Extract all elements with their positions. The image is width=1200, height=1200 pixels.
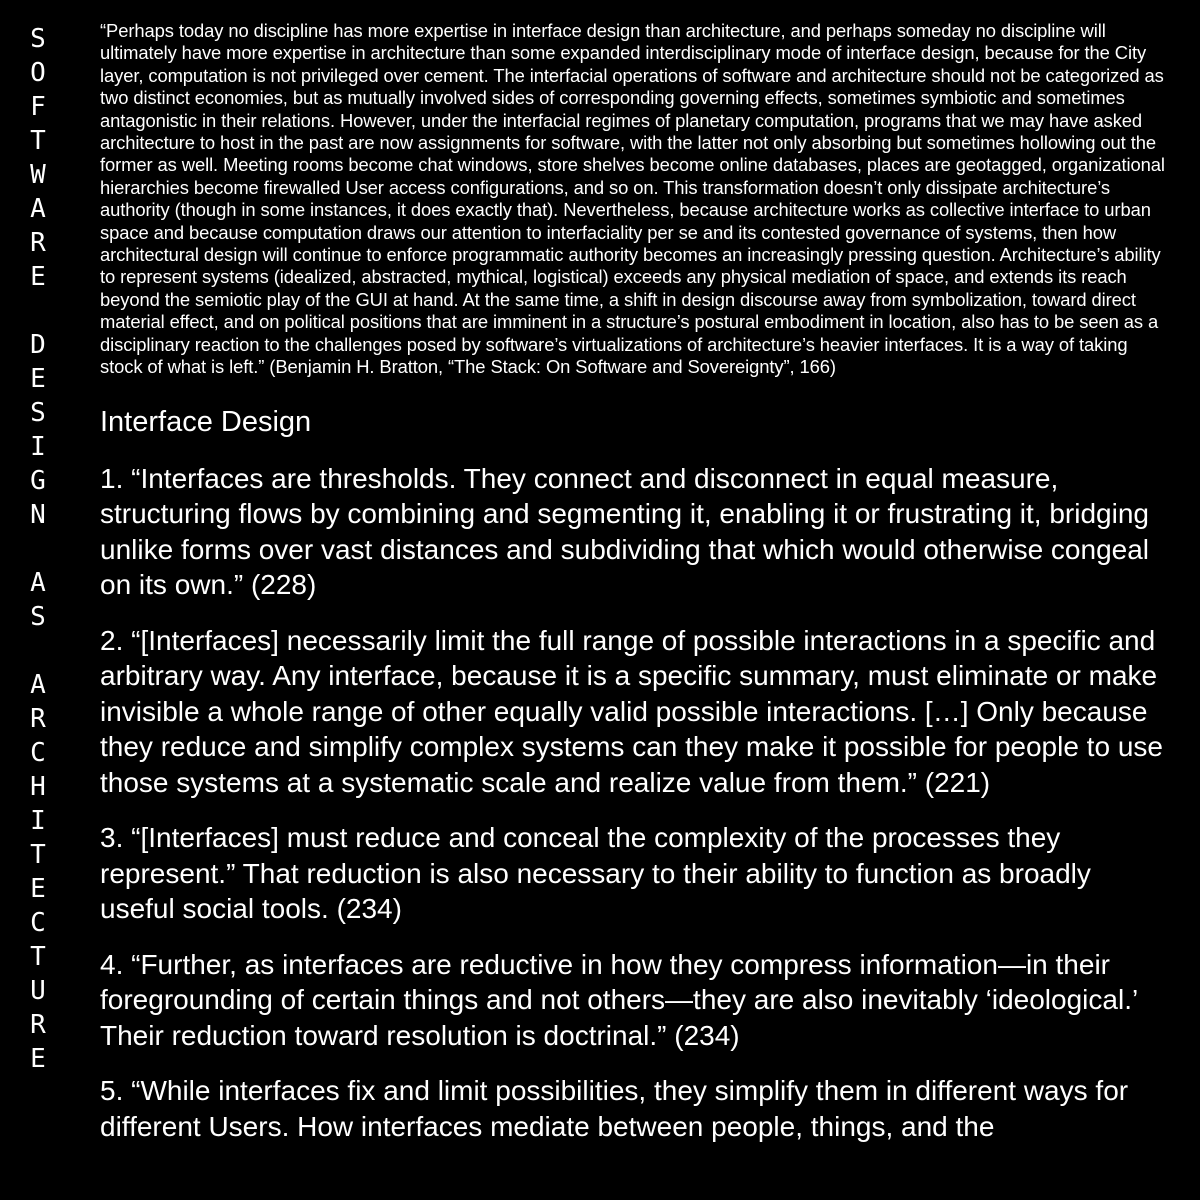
- vertical-title-letter: I: [30, 806, 46, 836]
- vertical-title-letter: U: [30, 976, 46, 1006]
- vertical-title: [26, 22, 50, 1076]
- vertical-title-letter: W: [30, 160, 46, 190]
- vertical-title-letter: C: [30, 908, 46, 938]
- vertical-title-letter: D: [30, 330, 46, 360]
- vertical-title-letter: T: [30, 126, 46, 156]
- vertical-title-letter: S: [30, 602, 46, 632]
- vertical-title-letter: E: [30, 1044, 46, 1074]
- vertical-title-gap: [26, 634, 50, 668]
- vertical-title-gap: [26, 294, 50, 328]
- section-heading: Interface Design: [100, 405, 312, 438]
- main-content: [100, 20, 1170, 1144]
- vertical-title-letter: S: [30, 24, 46, 54]
- vertical-title-gap: [26, 532, 50, 566]
- quote-list: [100, 461, 1170, 1145]
- vertical-title-letter: R: [30, 228, 46, 258]
- epigraph-quote: “Perhaps today no discipline has more expertise in interface design than architecture, and perhaps someday no discipline will ultimately have more expertise in architecture than some expanded interdisciplinary mode of interface design, because for the City layer, computation is not privileged over cement. The interfacial operations of software and architecture should not be categorized as two distinct economies, but as mutually involved sides of corresponding governing effects, sometimes symbiotic and sometimes antagonistic in their relations. However, under the interfacial regimes of planetary computation, programs that we may have asked architecture to host in the past are now assignments for software, with the latter not only absorbing but sometimes hollowing out the former as well. Meeting rooms become chat windows, store shelves become online databases, places are geotagged, organizational hierarchies become firewalled User access configurations, and so on. This transformation doesn’t only dissipate architecture’s authority (though in some instances, it does exactly that). Nevertheless, because architecture works as collective interface to urban space and because computation draws our attention to interfaciality per se and its contested governance of systems, then how architectural design will continue to enforce programmatic authority becomes an increasingly pressing question. Architecture’s ability to represent systems (idealized, abstracted, mythical, logistical) exceeds any physical mediation of space, and extends its reach beyond the semiotic play of the GUI at hand. At the same time, a shift in design discourse away from symbolization, toward direct material effect, and on political positions that are imminent in a structure’s postural embodiment in location, also has to be seen as a disciplinary reaction to the challenges posed by software’s virtualizations of architecture’s heavier interfaces. It is a way of taking stock of what is left.” (Benjamin H. Bratton, “The Stack: On Software and Sovereignty”, 166): [100, 20, 1165, 378]
- vertical-title-letter: N: [30, 500, 46, 530]
- vertical-title-letter: H: [30, 772, 46, 802]
- vertical-title-letter: I: [30, 432, 46, 462]
- vertical-title-letter: O: [30, 58, 46, 88]
- quote-item: 2. “[Interfaces] necessarily limit the full range of possible interactions in a specific and arbitrary way. Any interface, because it is a specific summary, must eliminate or make invisible a whole range of other equally valid possible interactions. […] Only because they reduce and simplify complex systems can they make it possible for people to use those systems at a systematic scale and realize value from them.” (221): [100, 624, 1163, 798]
- quote-item: 1. “Interfaces are thresholds. They connect and disconnect in equal measure, structuring flows by combining and segmenting it, enabling it or frustrating it, bridging unlike forms over vast distances and subdividing that which would otherwise congeal on its own.” (228): [100, 462, 1150, 600]
- vertical-title-letter: F: [30, 92, 46, 122]
- quote-item: 5. “While interfaces fix and limit possibilities, they simplify them in different ways for different Users. How interfaces mediate between people, things, and the: [100, 1075, 1129, 1142]
- vertical-title-letter: T: [30, 942, 46, 972]
- vertical-title-letter: R: [30, 1010, 46, 1040]
- quote-item: 4. “Further, as interfaces are reductive in how they compress information—in their foregrounding of certain things and not others—they are also inevitably ‘ideological.’ Their reduction toward resolution is doctrinal.” (234): [100, 948, 1138, 1051]
- vertical-title-letter: E: [30, 262, 46, 292]
- vertical-title-letter: T: [30, 840, 46, 870]
- vertical-title-letter: G: [30, 466, 46, 496]
- vertical-title-letter: C: [30, 738, 46, 768]
- vertical-title-letter: E: [30, 364, 46, 394]
- quote-item: 3. “[Interfaces] must reduce and conceal the complexity of the processes they represent.” That reduction is also necessary to their ability to function as broadly useful social tools. (234): [100, 822, 1091, 924]
- vertical-title-letter: R: [30, 704, 46, 734]
- vertical-title-letter: A: [30, 568, 46, 598]
- vertical-title-letter: E: [30, 874, 46, 904]
- vertical-title-letter: A: [30, 670, 46, 700]
- vertical-title-letter: S: [30, 398, 46, 428]
- vertical-title-letter: A: [30, 194, 46, 224]
